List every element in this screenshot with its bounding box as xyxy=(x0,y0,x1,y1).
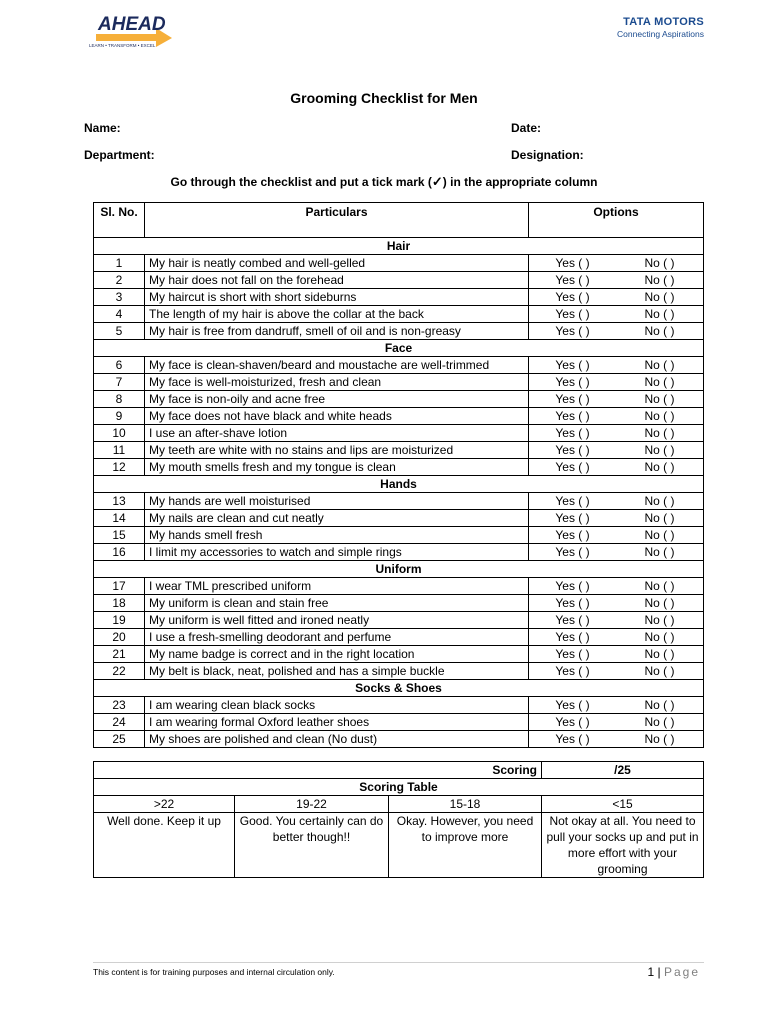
row-particular: My face does not have black and white heads xyxy=(145,408,529,425)
row-particular: My face is non-oily and acne free xyxy=(145,391,529,408)
section-title: Hair xyxy=(94,238,704,255)
yes-option[interactable]: Yes ( ) xyxy=(529,629,617,646)
yes-option[interactable]: Yes ( ) xyxy=(529,595,617,612)
table-row xyxy=(94,612,704,629)
table-row xyxy=(94,255,704,272)
row-sl: 1 xyxy=(94,255,145,272)
designation-label: Designation: xyxy=(511,148,584,162)
table-row xyxy=(94,289,704,306)
page-title: Grooming Checklist for Men xyxy=(290,90,478,106)
row-sl: 22 xyxy=(94,663,145,680)
row-particular: I wear TML prescribed uniform xyxy=(145,578,529,595)
ahead-logo-text: AHEAD xyxy=(98,14,166,35)
message-4: Not okay at all. You need to pull your socks up and put in more effort with your grooming xyxy=(542,813,704,878)
no-option[interactable]: No ( ) xyxy=(616,323,704,340)
section-row xyxy=(94,561,704,578)
table-row xyxy=(94,595,704,612)
row-sl: 24 xyxy=(94,714,145,731)
table-row xyxy=(94,629,704,646)
row-sl: 12 xyxy=(94,459,145,476)
no-option[interactable]: No ( ) xyxy=(616,459,704,476)
name-label: Name: xyxy=(84,121,121,135)
row-particular: My name badge is correct and in the right location xyxy=(145,646,529,663)
section-row xyxy=(94,238,704,255)
tata-slogan: Connecting Aspirations xyxy=(617,29,704,39)
row-sl: 10 xyxy=(94,425,145,442)
page-separator: | xyxy=(657,965,661,979)
no-option[interactable]: No ( ) xyxy=(616,425,704,442)
section-row xyxy=(94,476,704,493)
yes-option[interactable]: Yes ( ) xyxy=(529,374,617,391)
tick-mark-icon: ✓ xyxy=(431,174,443,189)
row-sl: 16 xyxy=(94,544,145,561)
scoring-table-title: Scoring Table xyxy=(94,779,704,796)
date-label: Date: xyxy=(511,121,542,135)
section-title: Uniform xyxy=(94,561,704,578)
table-row xyxy=(94,306,704,323)
scoring-ranges-row xyxy=(94,796,704,813)
range-1: >22 xyxy=(94,796,235,813)
yes-option[interactable]: Yes ( ) xyxy=(529,493,617,510)
row-particular: I am wearing formal Oxford leather shoes xyxy=(145,714,529,731)
row-sl: 2 xyxy=(94,272,145,289)
no-option[interactable]: No ( ) xyxy=(616,595,704,612)
row-particular: My haircut is short with short sideburns xyxy=(145,289,529,306)
page-indicator xyxy=(647,965,700,979)
section-title: Face xyxy=(94,340,704,357)
table-row xyxy=(94,544,704,561)
no-option[interactable]: No ( ) xyxy=(616,527,704,544)
row-sl: 17 xyxy=(94,578,145,595)
row-particular: I use an after-shave lotion xyxy=(145,425,529,442)
no-option[interactable]: No ( ) xyxy=(616,493,704,510)
table-row xyxy=(94,731,704,748)
row-particular: My uniform is well fitted and ironed neatly xyxy=(145,612,529,629)
row-sl: 15 xyxy=(94,527,145,544)
yes-option[interactable]: Yes ( ) xyxy=(529,714,617,731)
table-row xyxy=(94,408,704,425)
yes-option[interactable]: Yes ( ) xyxy=(529,391,617,408)
no-option[interactable]: No ( ) xyxy=(616,731,704,748)
table-row xyxy=(94,425,704,442)
yes-option[interactable]: Yes ( ) xyxy=(529,527,617,544)
row-sl: 23 xyxy=(94,697,145,714)
yes-option[interactable]: Yes ( ) xyxy=(529,408,617,425)
row-particular: My hair is free from dandruff, smell of oil and is non-greasy xyxy=(145,323,529,340)
score-label: Scoring xyxy=(94,762,542,779)
instruction-after: ) in the appropriate column xyxy=(442,175,598,189)
message-2: Good. You certainly can do better though!! xyxy=(235,813,389,878)
instruction-before: Go through the checklist and put a tick mark ( xyxy=(170,175,432,189)
row-sl: 6 xyxy=(94,357,145,374)
scoring-title-row xyxy=(94,779,704,796)
yes-option[interactable]: Yes ( ) xyxy=(529,272,617,289)
table-row xyxy=(94,510,704,527)
tata-motors-logo xyxy=(617,16,704,39)
row-particular: I am wearing clean black socks xyxy=(145,697,529,714)
range-2: 19-22 xyxy=(235,796,389,813)
yes-option[interactable]: Yes ( ) xyxy=(529,459,617,476)
yes-option[interactable]: Yes ( ) xyxy=(529,323,617,340)
row-sl: 25 xyxy=(94,731,145,748)
yes-option[interactable]: Yes ( ) xyxy=(529,578,617,595)
no-option[interactable]: No ( ) xyxy=(616,629,704,646)
ahead-logo xyxy=(86,14,176,50)
no-option[interactable]: No ( ) xyxy=(616,255,704,272)
row-particular: My uniform is clean and stain free xyxy=(145,595,529,612)
row-sl: 18 xyxy=(94,595,145,612)
yes-option[interactable]: Yes ( ) xyxy=(529,612,617,629)
no-option[interactable]: No ( ) xyxy=(616,612,704,629)
table-row xyxy=(94,493,704,510)
row-particular: My mouth smells fresh and my tongue is clean xyxy=(145,459,529,476)
range-4: <15 xyxy=(542,796,704,813)
no-option[interactable]: No ( ) xyxy=(616,544,704,561)
row-sl: 9 xyxy=(94,408,145,425)
col-options: Options xyxy=(529,203,704,238)
row-particular: The length of my hair is above the collar at the back xyxy=(145,306,529,323)
row-sl: 4 xyxy=(94,306,145,323)
no-option[interactable]: No ( ) xyxy=(616,442,704,459)
row-particular: I limit my accessories to watch and simple rings xyxy=(145,544,529,561)
score-row xyxy=(94,762,704,779)
page-word: Page xyxy=(663,965,700,979)
no-option[interactable]: No ( ) xyxy=(616,374,704,391)
table-row xyxy=(94,527,704,544)
row-sl: 7 xyxy=(94,374,145,391)
table-row xyxy=(94,391,704,408)
row-particular: My nails are clean and cut neatly xyxy=(145,510,529,527)
no-option[interactable]: No ( ) xyxy=(616,714,704,731)
table-row xyxy=(94,272,704,289)
row-sl: 11 xyxy=(94,442,145,459)
row-particular: I use a fresh-smelling deodorant and perfume xyxy=(145,629,529,646)
yes-option[interactable]: Yes ( ) xyxy=(529,442,617,459)
department-label: Department: xyxy=(84,148,155,162)
page-number: 1 xyxy=(647,965,655,979)
col-sl: Sl. No. xyxy=(94,203,145,238)
table-row xyxy=(94,357,704,374)
no-option[interactable]: No ( ) xyxy=(616,306,704,323)
no-option[interactable]: No ( ) xyxy=(616,357,704,374)
no-option[interactable]: No ( ) xyxy=(616,272,704,289)
row-particular: My hands are well moisturised xyxy=(145,493,529,510)
no-option[interactable]: No ( ) xyxy=(616,646,704,663)
table-row xyxy=(94,323,704,340)
table-row xyxy=(94,663,704,680)
table-row xyxy=(94,442,704,459)
table-row xyxy=(94,697,704,714)
yes-option[interactable]: Yes ( ) xyxy=(529,646,617,663)
footer-divider xyxy=(93,962,704,963)
col-particulars: Particulars xyxy=(145,203,529,238)
table-row xyxy=(94,646,704,663)
section-title: Hands xyxy=(94,476,704,493)
checklist-table xyxy=(93,202,704,748)
row-particular: My teeth are white with no stains and lips are moisturized xyxy=(145,442,529,459)
yes-option[interactable]: Yes ( ) xyxy=(529,357,617,374)
section-title: Socks & Shoes xyxy=(94,680,704,697)
message-3: Okay. However, you need to improve more xyxy=(389,813,542,878)
yes-option[interactable]: Yes ( ) xyxy=(529,289,617,306)
section-row xyxy=(94,680,704,697)
yes-option[interactable]: Yes ( ) xyxy=(529,306,617,323)
row-sl: 20 xyxy=(94,629,145,646)
table-row xyxy=(94,578,704,595)
row-particular: My face is well-moisturized, fresh and clean xyxy=(145,374,529,391)
scoring-table xyxy=(93,761,704,878)
row-particular: My shoes are polished and clean (No dust) xyxy=(145,731,529,748)
row-sl: 19 xyxy=(94,612,145,629)
message-1: Well done. Keep it up xyxy=(94,813,235,878)
no-option[interactable]: No ( ) xyxy=(616,391,704,408)
checklist-body xyxy=(94,238,704,748)
section-row xyxy=(94,340,704,357)
yes-option[interactable]: Yes ( ) xyxy=(529,425,617,442)
row-particular: My face is clean-shaven/beard and moustache are well-trimmed xyxy=(145,357,529,374)
no-option[interactable]: No ( ) xyxy=(616,510,704,527)
scoring-messages-row xyxy=(94,813,704,878)
row-sl: 14 xyxy=(94,510,145,527)
table-row xyxy=(94,714,704,731)
yes-option[interactable]: Yes ( ) xyxy=(529,544,617,561)
row-sl: 13 xyxy=(94,493,145,510)
row-sl: 5 xyxy=(94,323,145,340)
table-row xyxy=(94,459,704,476)
yes-option[interactable]: Yes ( ) xyxy=(529,731,617,748)
no-option[interactable]: No ( ) xyxy=(616,578,704,595)
range-3: 15-18 xyxy=(389,796,542,813)
footer-note: This content is for training purposes and internal circulation only. xyxy=(93,967,335,977)
yes-option[interactable]: Yes ( ) xyxy=(529,510,617,527)
no-option[interactable]: No ( ) xyxy=(616,408,704,425)
row-particular: My belt is black, neat, polished and has a simple buckle xyxy=(145,663,529,680)
row-sl: 21 xyxy=(94,646,145,663)
score-value: /25 xyxy=(542,762,704,779)
no-option[interactable]: No ( ) xyxy=(616,289,704,306)
row-particular: My hands smell fresh xyxy=(145,527,529,544)
no-option[interactable]: No ( ) xyxy=(616,663,704,680)
tata-brand: TATA MOTORS xyxy=(623,16,704,28)
row-particular: My hair does not fall on the forehead xyxy=(145,272,529,289)
row-sl: 8 xyxy=(94,391,145,408)
checklist-header-row xyxy=(94,203,704,238)
row-particular: My hair is neatly combed and well-gelled xyxy=(145,255,529,272)
table-row xyxy=(94,374,704,391)
row-sl: 3 xyxy=(94,289,145,306)
yes-option[interactable]: Yes ( ) xyxy=(529,255,617,272)
no-option[interactable]: No ( ) xyxy=(616,697,704,714)
ahead-logo-tagline: LEARN • TRANSFORM • EXCEL xyxy=(89,43,156,48)
yes-option[interactable]: Yes ( ) xyxy=(529,663,617,680)
yes-option[interactable]: Yes ( ) xyxy=(529,697,617,714)
instruction xyxy=(0,174,768,190)
